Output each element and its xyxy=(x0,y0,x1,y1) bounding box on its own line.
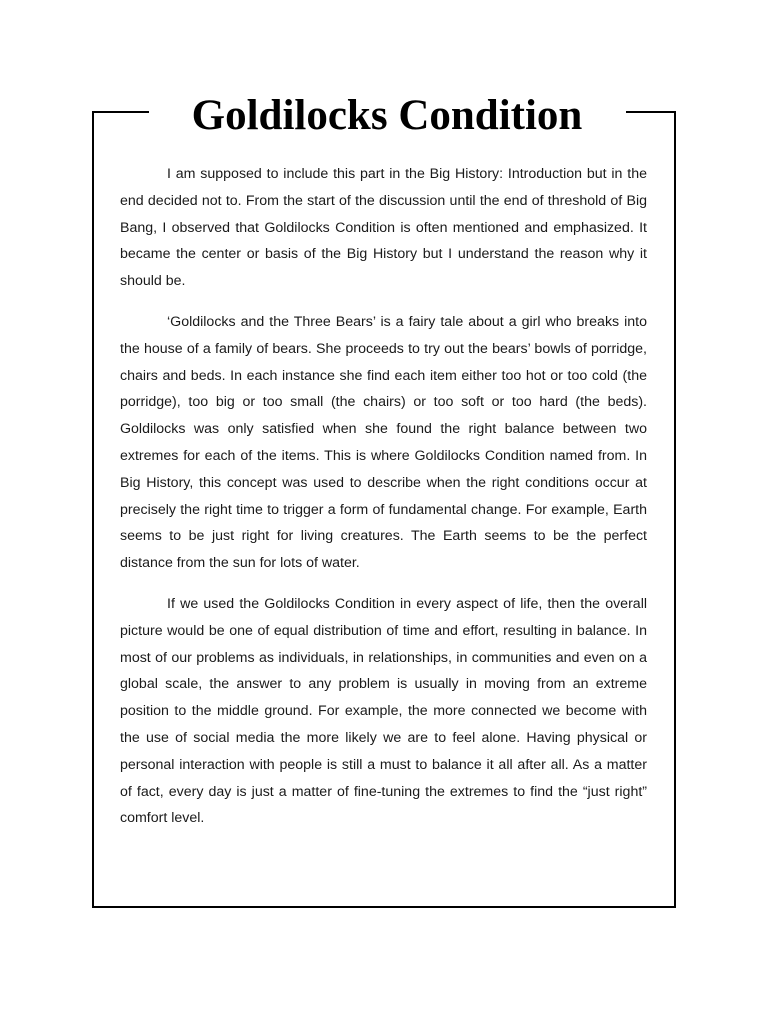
paragraph-3: If we used the Goldilocks Condition in every aspect of life, then the overall picture would be one of equal distribution of time and effort, resulting in balance. In most of our problems as individuals, in relationships, in communities and even on a global scale, the answer to any problem is usually in moving from an extreme position to the middle ground. For example, the more connected we become with the use of social media the more likely we are to feel alone. Having physical or personal interaction with people is still a must to balance it all after all. As a matter of fact, every day is just a matter of fine-tuning the extremes to find the “just right” comfort level. xyxy=(120,595,647,827)
paragraph-1: I am supposed to include this part in the Big History: Introduction but in the end decided not to. From the start of the discussion until the end of threshold of Big Bang, I observed that Goldilocks Condition is often mentioned and emphasized. It became the center or basis of the Big History but I understand the reason why it should be. xyxy=(120,166,647,290)
document-body xyxy=(120,161,647,846)
frame-top-left-rule xyxy=(92,111,149,113)
page-title: Goldilocks Condition xyxy=(191,92,583,139)
paragraph-2: ‘Goldilocks and the Three Bears’ is a fairy tale about a girl who breaks into the house of a family of bears. She proceeds to try out the bears’ bowls of porridge, chairs and beds. In each instance she find each item either too hot or too cold (the porridge), too big or too small (the chairs) or too soft or too hard (the beds). Goldilocks was only satisfied when she found the right balance between two extremes for each of the items. This is where Goldilocks Condition named from. In Big History, this concept was used to describe when the right conditions occur at precisely the right time to trigger a form of fundamental change. For example, Earth seems to be just right for living creatures. The Earth seems to be the perfect distance from the sun for lots of water. xyxy=(120,313,647,572)
frame-top-right-rule xyxy=(626,111,676,113)
